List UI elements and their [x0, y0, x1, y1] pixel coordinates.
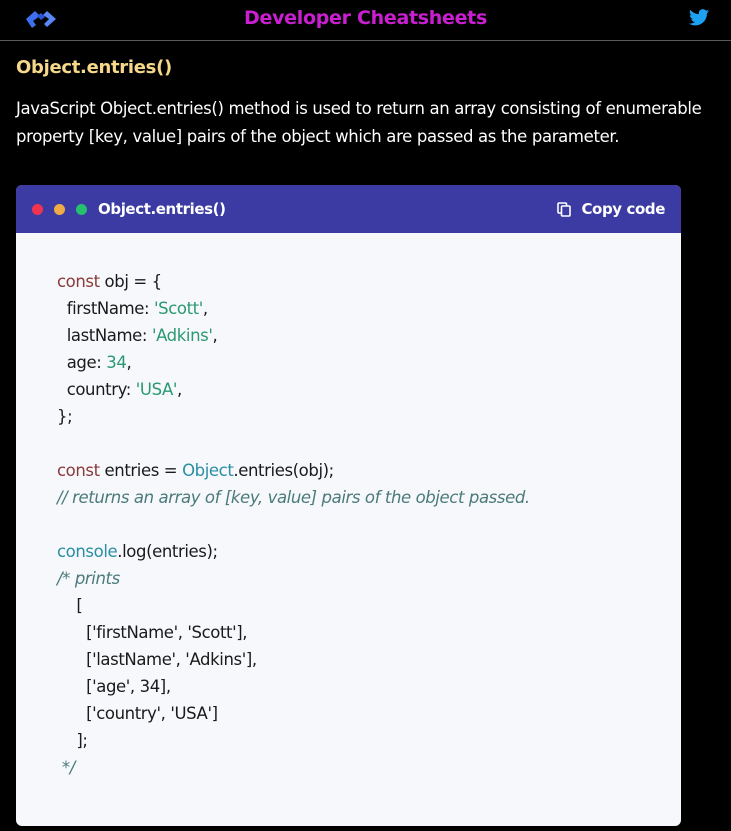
- code-token: ,: [126, 353, 132, 372]
- code-line: [57, 565, 640, 592]
- code-token: ['age', 34],: [57, 677, 171, 696]
- code-line: [57, 349, 640, 376]
- main-content: [0, 57, 731, 826]
- code-block: [16, 185, 681, 826]
- code-line: [57, 646, 640, 673]
- code-token: age:: [57, 353, 107, 372]
- code-token: firstName:: [57, 299, 155, 318]
- site-title[interactable]: Developer Cheatsheets: [244, 7, 487, 29]
- code-token: .log(entries);: [117, 542, 218, 561]
- code-line: [57, 484, 640, 511]
- window-dot-green-icon: [76, 204, 87, 215]
- code-line: [57, 403, 640, 430]
- code-token: const: [57, 272, 100, 291]
- code-token: ['country', 'USA']: [57, 704, 218, 723]
- code-line: [57, 268, 640, 295]
- code-line: [57, 538, 640, 565]
- copy-code-button[interactable]: [557, 200, 665, 218]
- code-block-header: [16, 185, 681, 233]
- window-dot-yellow-icon: [54, 204, 65, 215]
- code-token: ['lastName', 'Adkins'],: [57, 650, 257, 669]
- code-token: country:: [57, 380, 136, 399]
- code-token: console: [57, 542, 118, 561]
- twitter-icon[interactable]: [689, 9, 709, 26]
- code-token: */: [57, 758, 75, 777]
- code-token: ,: [212, 326, 218, 345]
- code-line: [57, 511, 640, 538]
- code-token: ['firstName', 'Scott'],: [57, 623, 248, 642]
- code-line: [57, 700, 640, 727]
- code-token: 'Adkins': [151, 326, 213, 345]
- code-token: obj = {: [99, 272, 162, 291]
- code-token: };: [57, 407, 73, 426]
- code-token: .entries(obj);: [233, 461, 334, 480]
- code-token: ];: [57, 731, 88, 750]
- code-token: lastName:: [57, 326, 152, 345]
- code-line: [57, 619, 640, 646]
- code-line: [57, 727, 640, 754]
- code-line: [57, 457, 640, 484]
- code-line: [57, 322, 640, 349]
- code-block-title: Object.entries(): [98, 200, 226, 218]
- window-dot-red-icon: [32, 204, 43, 215]
- code-line: [57, 673, 640, 700]
- code-token: 'Scott': [154, 299, 203, 318]
- page-heading: Object.entries(): [16, 57, 172, 78]
- code-line: [57, 295, 640, 322]
- code-token: 'USA': [135, 380, 178, 399]
- code-token: /* prints: [57, 569, 120, 588]
- code-token: ,: [177, 380, 182, 399]
- code-token: [: [57, 596, 83, 615]
- code-token: ,: [202, 299, 208, 318]
- top-nav-bar: [0, 0, 731, 41]
- code-token: entries =: [99, 461, 183, 480]
- code-line: [57, 754, 640, 781]
- copy-code-label: Copy code: [581, 200, 665, 218]
- code-token: Object: [182, 461, 234, 480]
- code-line: [57, 430, 640, 457]
- copy-icon: [557, 202, 571, 217]
- code-token: // returns an array of [key, value] pairs of the object passed.: [57, 488, 530, 507]
- code-token: const: [57, 461, 100, 480]
- code-line: [57, 592, 640, 619]
- page-description: JavaScript Object.entries() method is used to return an array consisting of enumerable property [key, value] pairs of the object which are passed as the parameter.: [16, 99, 702, 146]
- code-content[interactable]: [16, 233, 681, 826]
- code-line: [57, 376, 640, 403]
- code-token: 34: [106, 353, 127, 372]
- diamond-logo-icon[interactable]: [24, 8, 58, 30]
